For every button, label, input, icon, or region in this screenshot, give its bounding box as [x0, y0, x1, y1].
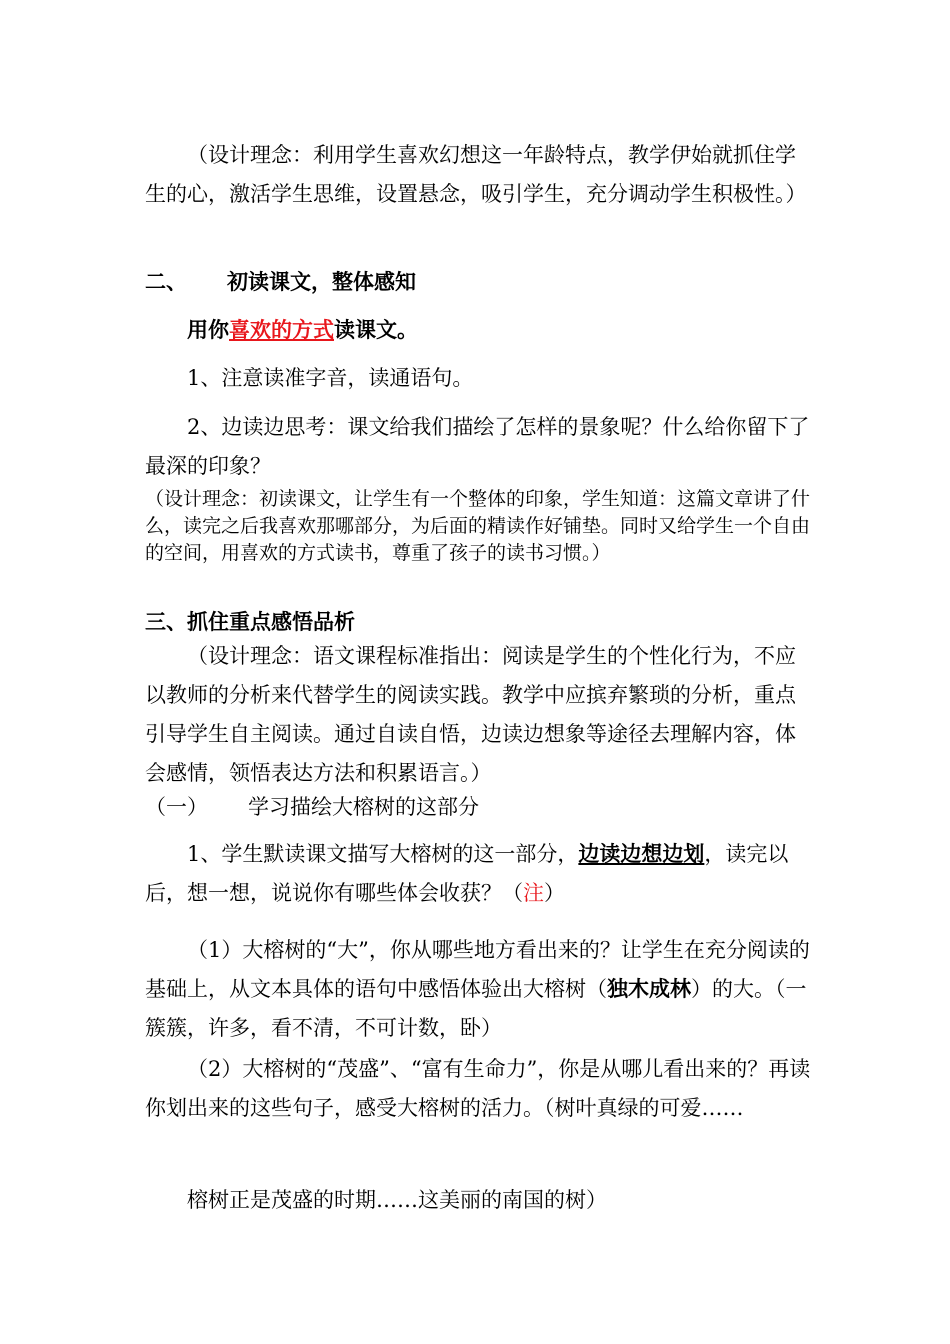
- question-1-post: ）的大。（一簇簇，许多，看不清，不可计数，卧）: [145, 977, 807, 1040]
- section-heading-2: [145, 263, 815, 302]
- design-note-1: （设计理念：利用学生喜欢幻想这一年龄特点，教学伊始就抓住学生的心，激活学生思维，设置悬念，吸引学生，充分调动学生积极性。）: [145, 143, 807, 206]
- step-post: ）: [544, 881, 565, 905]
- task-item-2: 2、边读边思考：课文给我们描绘了怎样的景象呢？什么给你留下了最深的印象？: [145, 415, 810, 478]
- design-note-3: （设计理念：语文课程标准指出：阅读是学生的个性化行为，不应以教师的分析来代替学生的阅读实践。教学中应摈弃繁琐的分析，重点引导学生自主阅读。通过自读自悟，边读边想象等途径去理解内容，体会感情，领悟表达方法和积累语言。）: [145, 644, 796, 785]
- step-pre: 1、学生默读课文描写大榕树的这一部分，: [187, 842, 579, 866]
- question-2-continuation: 榕树正是茂盛的时期……这美丽的南国的树）: [187, 1188, 607, 1212]
- instruction-pre: 用你: [187, 318, 229, 342]
- method-phrase: 边读边想边划: [578, 842, 705, 866]
- subsection-heading: [145, 788, 815, 827]
- task-item-1: 1、注意读准字音，读通语句。: [187, 366, 474, 390]
- idiom-phrase: 独木成林: [607, 977, 691, 1001]
- instruction-post: 读课文。: [334, 318, 418, 342]
- highlight-phrase: 喜欢的方式: [229, 318, 334, 342]
- design-note-2: （设计理念：初读课文，让学生有一个整体的印象，学生知道：这篇文章讲了什么，读完之后我喜欢那哪部分，为后面的精读作好铺垫。同时又给学生一个自由的空间，用喜欢的方式读书，尊重了孩子的读书习惯。）: [145, 488, 811, 564]
- section-title: 初读课文，整体感知: [227, 270, 416, 294]
- question-2: （2）大榕树的“茂盛”、“富有生命力”，你是从哪儿看出来的？再读你划出来的这些句子，感受大榕树的活力。（树叶真绿的可爱……: [145, 1057, 811, 1120]
- note-marker: 注: [523, 881, 544, 905]
- question-1-pre: （1）大榕树的“大”，你从哪些地方看出来的？让学生在充分阅读的基础上，从文本具体的语句中感悟体验出大榕树（: [145, 938, 810, 1001]
- read-instruction: [145, 311, 815, 350]
- subsection-title: 学习描绘大榕树的这部分: [248, 795, 479, 819]
- section-heading-3: 三、抓住重点感悟品析: [145, 610, 355, 634]
- question-1: [145, 931, 815, 1048]
- step-1: [145, 835, 815, 913]
- step-mid: ，读完以后，想一想，说说你有哪些体会收获？（: [145, 842, 789, 905]
- section-number: 二、: [145, 270, 187, 294]
- subsection-number: （一）: [145, 795, 208, 819]
